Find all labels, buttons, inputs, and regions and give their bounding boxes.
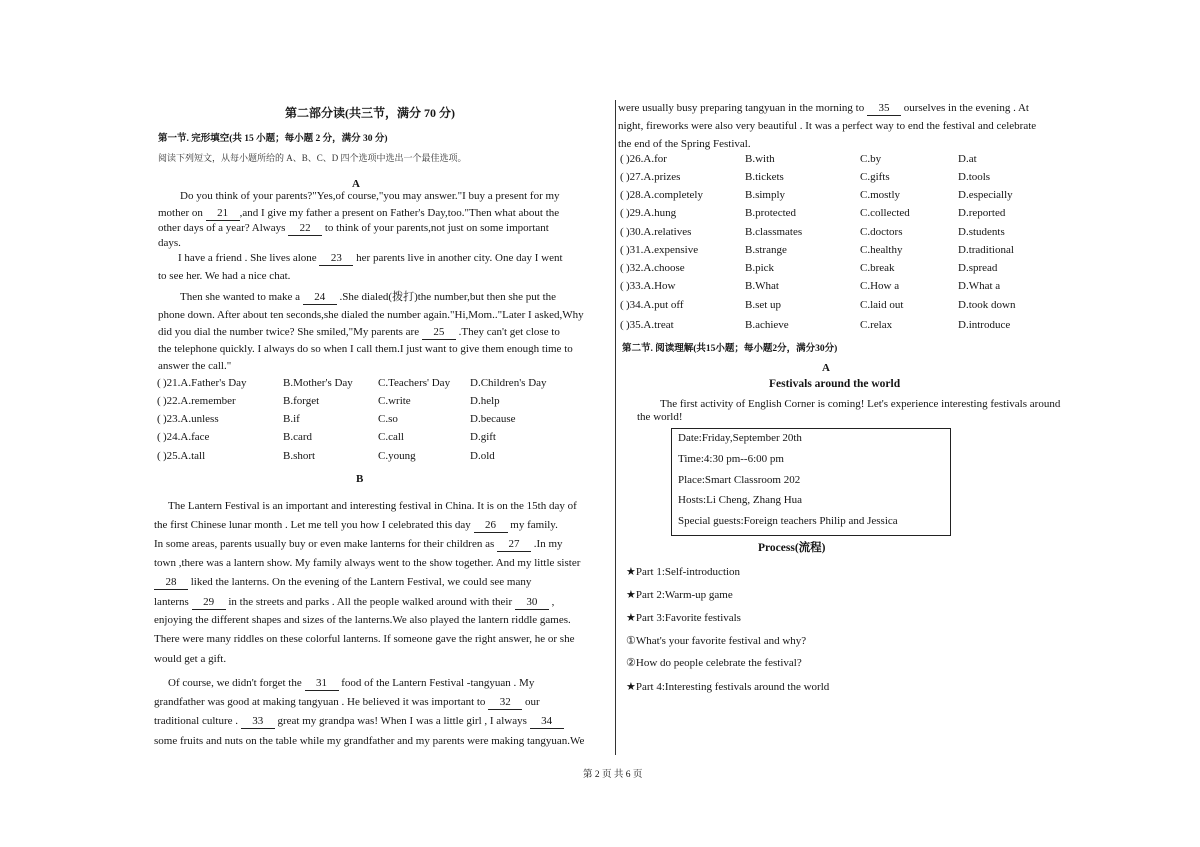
process-item-text: Part 3:Favorite festivals (635, 612, 741, 624)
text-line (158, 342, 573, 356)
question-number-option-a: )22.A.remember (163, 395, 236, 407)
text-line (158, 221, 549, 236)
festivals-intro-1: The first activity of English Corner is coming! Let's experience interesting festivals around (660, 398, 1061, 410)
option-d: D.at (958, 153, 977, 165)
option-d: D.traditional (958, 244, 1014, 256)
line-text: There were many riddles on these colorful lanterns. If someone gave the right answer, he or she (154, 633, 575, 645)
option-c: C.mostly (860, 189, 901, 201)
line-text: ,and I give my father a present on Father's Day,too."Then what about the (239, 207, 560, 219)
text-line (158, 325, 560, 340)
blank-number: 32 (488, 695, 522, 710)
option-b: B.strange (745, 244, 787, 256)
star-icon: ★ (626, 681, 636, 693)
answer-paren: ( (157, 413, 161, 425)
answer-paren: ( (620, 153, 624, 165)
line-text: The Lantern Festival is an important and interesting festival in China. It is on the 15th day of (168, 500, 577, 512)
question-number-option-a: )24.A.face (163, 431, 210, 443)
text-line (618, 119, 1036, 133)
line-text: mother on (158, 207, 206, 219)
question-number-option-a: )32.A.choose (626, 262, 685, 274)
line-text: night, fireworks were also very beautiful . It was a perfect way to end the festival and celebrate (618, 120, 1037, 132)
column-divider (615, 100, 616, 755)
option-c: C.doctors (860, 226, 903, 238)
question-number-option-a: )30.A.relatives (626, 226, 692, 238)
reading-a-label: A (822, 362, 830, 374)
option-b: B.short (283, 450, 316, 462)
option-b: B.tickets (745, 171, 784, 183)
line-text: I have a friend . She lives alone (178, 252, 320, 264)
blank-number: 35 (867, 101, 901, 116)
text-line (180, 189, 560, 203)
text-line (158, 308, 584, 322)
text-line (154, 714, 564, 729)
question-number-option-a: )28.A.completely (626, 189, 703, 201)
option-d: D.tools (958, 171, 991, 183)
part-title: 第二部分读(共三节，满分 70 分) (285, 106, 455, 120)
option-c: C.call (378, 431, 404, 443)
line-text: did you dial the number twice? She smiled,"My parents are (158, 326, 422, 338)
process-item (626, 634, 806, 648)
blank-number: 31 (305, 676, 339, 691)
line-text: days. (158, 237, 181, 249)
option-c: C.so (378, 413, 398, 425)
text-line (168, 499, 577, 513)
line-text: to see her. We had a nice chat. (158, 270, 291, 282)
process-item-text: What's your favorite festival and why? (635, 635, 807, 647)
option-c: C.write (378, 395, 411, 407)
line-text: phone down. After about ten seconds,she dialed the number again."Hi,Mom.."Later I asked,Why (158, 309, 584, 321)
line-text: our (522, 696, 540, 708)
circled-number-icon: ① (626, 635, 636, 647)
line-text: other days of a year? Always (158, 222, 289, 234)
option-b: B.forget (283, 395, 320, 407)
option-b: B.Mother's Day (283, 377, 353, 389)
question-number-option-a: )33.A.How (626, 280, 676, 292)
text-line (168, 676, 534, 691)
blank-number: 28 (154, 575, 188, 590)
process-item-text: Part 4:Interesting festivals around the world (635, 681, 830, 693)
option-b: B.achieve (745, 319, 789, 331)
option-c: C.relax (860, 319, 893, 331)
option-c: C.young (378, 450, 416, 462)
line-text: the end of the Spring Festival. (618, 138, 751, 150)
blank-number: 34 (530, 714, 564, 729)
line-text: were usually busy preparing tangyuan in the morning to (618, 102, 867, 114)
option-c: C.collected (860, 207, 910, 219)
line-text: her parents live in another city. One day I went (353, 252, 563, 264)
option-d: D.introduce (958, 319, 1011, 331)
option-d: D.especially (958, 189, 1013, 201)
option-c: C.How a (860, 280, 900, 292)
text-line (178, 251, 563, 266)
question-number-option-a: )35.A.treat (626, 319, 674, 331)
answer-paren: ( (620, 299, 624, 311)
option-b: B.classmates (745, 226, 803, 238)
option-d: D.What a (958, 280, 1001, 292)
option-d: D.took down (958, 299, 1016, 311)
passage-a-label: A (352, 178, 360, 190)
line-text: the telephone quickly. I always do so when I call them.I just want to give them enough time to (158, 343, 573, 355)
answer-paren: ( (157, 450, 161, 462)
line-text: food of the Lantern Festival -tangyuan . My (338, 677, 535, 689)
star-icon: ★ (626, 612, 636, 624)
process-item-text: Part 2:Warm-up game (635, 589, 733, 601)
event-info-line: Time:4:30 pm--6:00 pm (678, 452, 784, 465)
question-number-option-a: )26.A.for (626, 153, 667, 165)
process-item-text: How do people celebrate the festival? (635, 657, 802, 669)
option-c: C.break (860, 262, 895, 274)
line-text: lanterns (154, 596, 192, 608)
option-b: B.if (283, 413, 300, 425)
line-text: Do you think of your parents?"Yes,of course,"you may answer."I buy a present for my (180, 190, 560, 202)
option-c: C.healthy (860, 244, 903, 256)
text-line (158, 359, 231, 373)
option-d: D.old (470, 450, 495, 462)
option-b: B.pick (745, 262, 775, 274)
event-info-line: Date:Friday,September 20th (678, 432, 802, 444)
answer-paren: ( (620, 207, 624, 219)
option-c: C.by (860, 153, 882, 165)
event-info-line: Hosts:Li Cheng, Zhang Hua (678, 494, 803, 507)
line-text: enjoying the different shapes and sizes of the lanterns.We also played the lantern riddle games. (154, 614, 571, 626)
option-b: B.set up (745, 299, 782, 311)
blank-number: 26 (474, 518, 508, 533)
answer-paren: ( (620, 262, 624, 274)
line-text: the first Chinese lunar month . Let me tell you how I celebrated this day (154, 519, 474, 531)
question-number-option-a: )23.A.unless (163, 413, 219, 425)
option-d: D.Children's Day (470, 377, 547, 389)
process-item (626, 565, 740, 579)
line-text: grandfather was good at making tangyuan . He believed it was important to (154, 696, 489, 708)
option-b: B.with (745, 153, 775, 165)
festivals-intro-2: the world! (637, 411, 683, 423)
question-number-option-a: )31.A.expensive (626, 244, 699, 256)
text-line (154, 695, 540, 710)
section1-instructions: 阅读下列短文，从每小题所给的 A、B、C、D 四个选项中选出一个最佳选项。 (158, 153, 467, 163)
text-line (154, 734, 584, 748)
text-line (158, 269, 290, 283)
star-icon: ★ (626, 566, 636, 578)
option-b: B.simply (745, 189, 786, 201)
text-line (158, 206, 559, 221)
answer-paren: ( (620, 319, 624, 331)
blank-number: 33 (241, 714, 275, 729)
line-text: my family. (507, 519, 558, 531)
answer-paren: ( (620, 226, 624, 238)
option-b: B.protected (745, 207, 797, 219)
answer-paren: ( (157, 377, 161, 389)
process-item (626, 611, 741, 625)
text-line (154, 613, 571, 627)
text-line (154, 575, 531, 590)
option-d: D.spread (958, 262, 998, 274)
text-line (180, 290, 556, 305)
circled-number-icon: ② (626, 657, 636, 669)
question-number-option-a: )25.A.tall (163, 450, 206, 462)
text-line (154, 652, 226, 666)
blank-number: 22 (288, 221, 322, 236)
line-text: town ,there was a lantern show. My family always went to the show together. And my little sister (154, 557, 581, 569)
process-item (626, 588, 733, 602)
text-line (618, 101, 1029, 116)
answer-paren: ( (157, 431, 161, 443)
option-d: D.help (470, 395, 500, 407)
line-text: , (548, 596, 555, 608)
line-text: .She dialed(拨打)the number,but then she put the (336, 291, 557, 303)
text-line (154, 537, 563, 552)
blank-number: 27 (497, 537, 531, 552)
line-text: some fruits and nuts on the table while my grandfather and my parents were making tangyuan.We (154, 735, 585, 747)
text-line (154, 632, 574, 646)
line-text: Of course, we didn't forget the (168, 677, 305, 689)
line-text: Then she wanted to make a (180, 291, 303, 303)
question-number-option-a: )21.A.Father's Day (163, 377, 247, 389)
line-text: .They can't get close to (455, 326, 560, 338)
process-item (626, 680, 829, 694)
answer-paren: ( (620, 171, 624, 183)
option-c: C.gifts (860, 171, 890, 183)
section1-title: 第一节. 完形填空(共 15 小题；每小题 2 分，满分 30 分) (158, 134, 388, 144)
event-info-line: Place:Smart Classroom 202 (678, 473, 801, 486)
event-info-line: Special guests:Foreign teachers Philip and Jessica (678, 515, 898, 528)
answer-paren: ( (157, 395, 161, 407)
option-d: D.gift (470, 431, 496, 443)
option-b: B.What (745, 280, 779, 292)
line-text: would get a gift. (154, 653, 227, 665)
text-line (154, 595, 554, 610)
passage-b-label: B (356, 473, 364, 485)
line-text: In some areas, parents usually buy or even make lanterns for their children as (154, 538, 498, 550)
process-item-text: Part 1:Self-introduction (635, 566, 741, 578)
line-text: liked the lanterns. On the evening of the Lantern Festival, we could see many (188, 576, 532, 588)
text-line (154, 518, 558, 533)
blank-number: 30 (515, 595, 549, 610)
section2-title: 第二节. 阅读理解(共15小题；每小题2分，满分30分) (622, 344, 838, 354)
text-line (618, 137, 751, 151)
line-text: traditional culture . (154, 715, 241, 727)
answer-paren: ( (620, 189, 624, 201)
option-c: C.Teachers' Day (378, 377, 451, 389)
line-text: great my grandpa was! When I was a little girl , I always (274, 715, 530, 727)
blank-number: 25 (422, 325, 456, 340)
line-text: to think of your parents,not just on some important (322, 222, 549, 234)
answer-paren: ( (620, 280, 624, 292)
option-d: D.students (958, 226, 1005, 238)
option-c: C.laid out (860, 299, 904, 311)
option-d: D.because (470, 413, 516, 425)
line-text: in the streets and parks . All the people walked around with their (225, 596, 515, 608)
text-line (158, 236, 181, 250)
line-text: ourselves in the evening . At (900, 102, 1029, 114)
blank-number: 21 (206, 206, 240, 221)
question-number-option-a: )34.A.put off (626, 299, 684, 311)
question-number-option-a: )27.A.prizes (626, 171, 681, 183)
answer-paren: ( (620, 244, 624, 256)
process-title: Process(流程) (758, 542, 826, 554)
option-d: D.reported (958, 207, 1006, 219)
festivals-title: Festivals around the world (769, 378, 901, 390)
process-item (626, 656, 802, 670)
question-number-option-a: )29.A.hung (626, 207, 677, 219)
line-text: answer the call." (158, 360, 232, 372)
page-footer: 第 2 页 共 6 页 (583, 770, 643, 780)
blank-number: 29 (192, 595, 226, 610)
text-line (154, 556, 580, 570)
line-text: .In my (531, 538, 563, 550)
star-icon: ★ (626, 589, 636, 601)
option-b: B.card (283, 431, 313, 443)
blank-number: 23 (319, 251, 353, 266)
blank-number: 24 (303, 290, 337, 305)
